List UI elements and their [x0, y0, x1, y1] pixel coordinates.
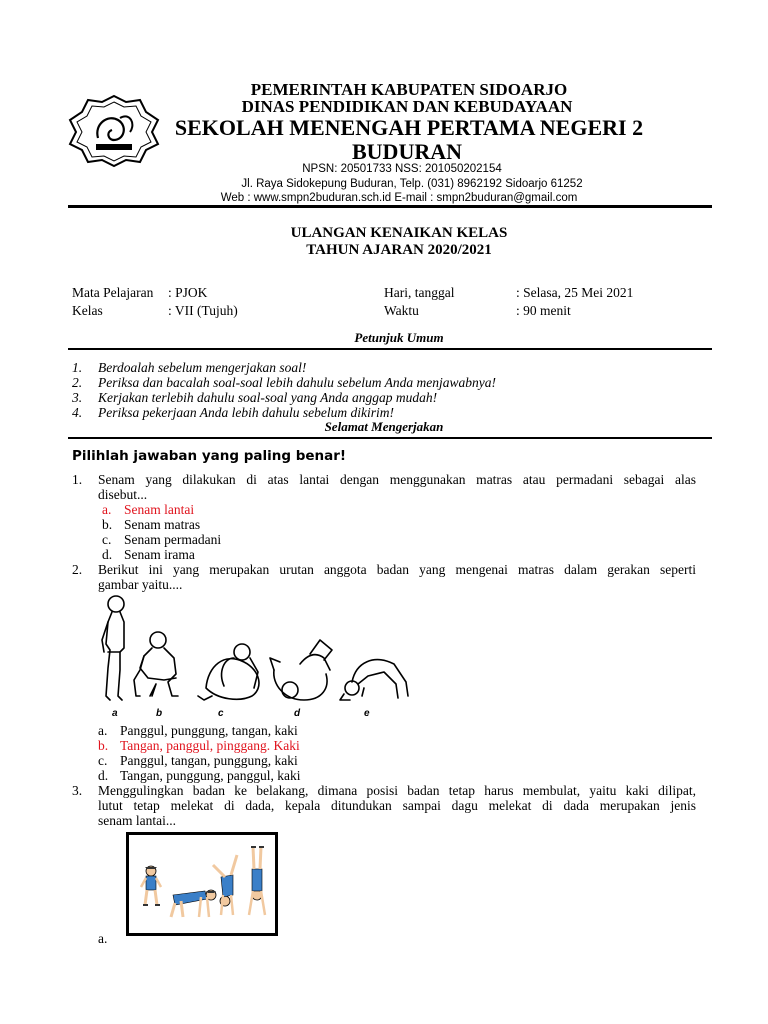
option-letter: b.	[98, 738, 109, 753]
figure-label: a	[112, 708, 118, 719]
instruction-item	[72, 405, 394, 420]
instruction-num: 1.	[72, 360, 83, 375]
instructions-closing: Selamat Mengerjakan	[324, 419, 444, 434]
forward-roll-figure	[94, 592, 414, 722]
question-number: 3.	[72, 783, 83, 798]
subject-label: Mata Pelajaran	[72, 285, 154, 300]
instruction-num: 2.	[72, 375, 83, 390]
instruction-item	[72, 375, 496, 390]
question-number: 2.	[72, 562, 83, 577]
option-text: Senam permadani	[124, 532, 222, 547]
class-label: Kelas	[72, 303, 103, 318]
option-text: Tangan, panggul, pinggang. Kaki	[120, 738, 300, 753]
instructions-bottom-rule	[68, 437, 712, 439]
class-value: : VII (Tujuh)	[168, 303, 238, 318]
option-letter: d.	[98, 768, 109, 783]
instruction-text: Kerjakan terlebih dahulu soal-soal yang Anda anggap mudah!	[98, 390, 438, 405]
answer-option	[98, 738, 300, 753]
figure-labels-row	[94, 704, 414, 720]
option-letter: a.	[102, 502, 112, 517]
instruction-text: Periksa pekerjaan Anda lebih dahulu sebelum dikirim!	[98, 405, 394, 420]
instructions-title: Petunjuk Umum	[354, 330, 444, 345]
option-letter: a.	[98, 723, 108, 738]
subject-value: : PJOK	[168, 285, 208, 300]
answer-option	[98, 723, 298, 738]
option-text: Senam lantai	[124, 502, 195, 517]
instructions-top-rule	[68, 348, 712, 350]
answer-option	[98, 931, 120, 946]
instruction-text: Periksa dan bacalah soal-soal lebih dahulu sebelum Anda menjawabnya!	[98, 375, 496, 390]
answer-option	[102, 517, 200, 532]
header-address: Jl. Raya Sidokepung Buduran, Telp. (031) 8962192 Sidoarjo 61252	[241, 178, 583, 190]
exam-title: ULANGAN KENAIKAN KELAS	[290, 225, 508, 241]
question-text-line: lutut tetap melekat di dada, kepala ditundukan sampai dagu melekat di dada merupakan jenis	[98, 798, 696, 813]
header-school-name: SEKOLAH MENENGAH PERTAMA NEGERI 2	[174, 115, 644, 140]
instruction-num: 3.	[72, 390, 83, 405]
option-letter: a.	[98, 931, 108, 946]
instruction-num: 4.	[72, 405, 83, 420]
option-letter: d.	[102, 547, 113, 562]
option-letter: c.	[102, 532, 112, 547]
exam-year: TAHUN AJARAN 2020/2021	[306, 242, 492, 258]
question-text-line: Menggulingkan badan ke belakang, dimana posisi badan tetap harus membulat, yaitu kaki dilipat,	[98, 783, 696, 798]
option-text: Tangan, punggung, panggul, kaki	[120, 768, 301, 783]
day-label: Hari, tanggal	[384, 285, 455, 300]
answer-option	[102, 532, 221, 547]
question-text-line: gambar yaitu....	[98, 577, 183, 592]
instruction-text: Berdoalah sebelum mengerjakan soal!	[98, 360, 307, 375]
figure-label: e	[364, 708, 370, 719]
header-npsn: NPSN: 20501733 NSS: 201050202154	[302, 163, 502, 175]
option-letter: b.	[102, 517, 113, 532]
header-web-email: Web : www.smpn2buduran.sch.id E-mail : smpn2buduran@gmail.com	[220, 192, 578, 204]
question-text-line: senam lantai...	[98, 813, 176, 828]
header-divider	[68, 205, 712, 208]
question-text-line: disebut...	[98, 487, 148, 502]
instruction-item	[72, 360, 306, 375]
figure-label: b	[156, 708, 163, 719]
header-school-location: BUDURAN	[352, 139, 462, 164]
instruction-item	[72, 390, 437, 405]
header-government: PEMERINTAH KABUPATEN SIDOARJO	[250, 80, 568, 99]
question-number: 1.	[72, 472, 83, 487]
question-text-line: Senam yang dilakukan di atas lantai dengan menggunakan matras atau permadani sebagai alas	[98, 472, 696, 487]
figure-label: c	[218, 708, 224, 719]
option-text: Senam matras	[124, 517, 201, 532]
answer-option	[102, 502, 194, 517]
question-text-line: Berikut ini yang merupakan urutan anggota badan yang mengenai matras dalam gerakan seperti	[98, 562, 696, 577]
figure-label: d	[294, 708, 301, 719]
option-text: Panggul, tangan, punggung, kaki	[120, 753, 298, 768]
answer-option	[102, 547, 195, 562]
time-label: Waktu	[384, 303, 419, 318]
answer-option	[98, 768, 301, 783]
day-value: : Selasa, 25 Mei 2021	[516, 285, 634, 300]
time-value: : 90 menit	[516, 303, 571, 318]
option-text: Senam irama	[124, 547, 195, 562]
header-department: DINAS PENDIDIKAN DAN KEBUDAYAAN	[241, 97, 573, 116]
handstand-figure	[126, 832, 278, 936]
option-text: Panggul, punggung, tangan, kaki	[120, 723, 298, 738]
answer-option	[98, 753, 298, 768]
option-letter: c.	[98, 753, 108, 768]
section-title: Pilihlah jawaban yang paling benar!	[72, 448, 347, 464]
